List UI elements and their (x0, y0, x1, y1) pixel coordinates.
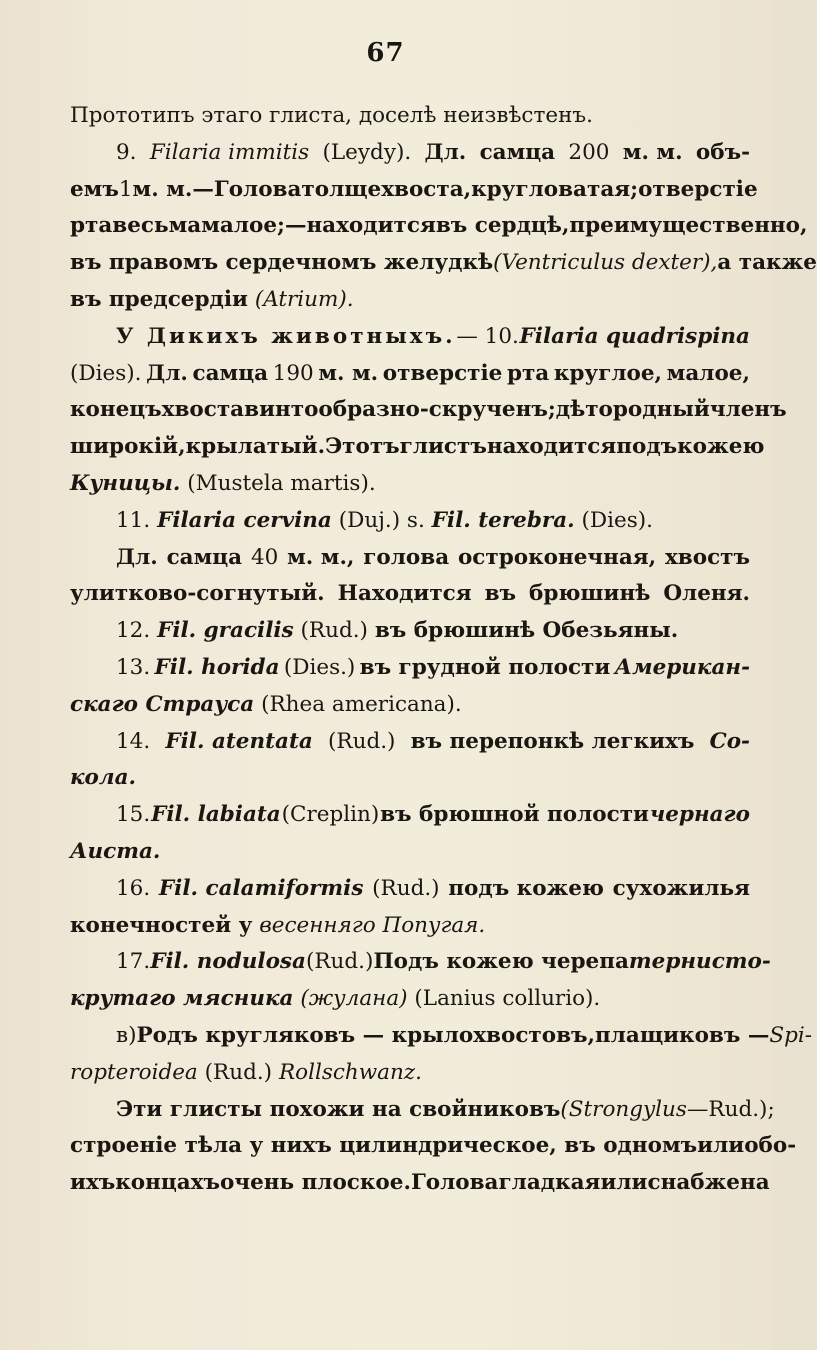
text-segment: (Rud.) (305, 949, 374, 975)
text-segment: брюшинѣ (529, 581, 651, 607)
text-segment: (Duj.) s. (338, 507, 425, 533)
text-line (70, 1055, 750, 1092)
text-segment: въ (484, 581, 517, 607)
text-segment: Оленя. (663, 581, 750, 607)
text-segment: Эти глисты похожи на свойниковъ (116, 1096, 561, 1122)
page-number: 67 (366, 38, 405, 68)
text-segment: м. м., (287, 544, 355, 570)
text-line (70, 98, 750, 135)
text-segment: Fil. labiata (151, 802, 281, 828)
text-line (70, 319, 750, 356)
text-segment: (жулана) (300, 986, 408, 1012)
text-line (70, 724, 750, 761)
text-segment: Подъ кожею черепа (373, 949, 629, 975)
text-segment: 13. (116, 654, 151, 680)
text-segment: концахъ (115, 1170, 220, 1196)
text-segment: конецъ (70, 397, 162, 423)
text-segment: отверстіе (638, 176, 758, 202)
text-segment: скаго Страуса (70, 691, 255, 717)
text-line (70, 135, 750, 172)
text-segment: Fil. gracilis (157, 618, 294, 644)
text-segment: (Rud.) (204, 1059, 273, 1085)
text-segment: малое;—находится (201, 213, 436, 239)
text-segment: Дл. (146, 360, 188, 386)
text-segment: Со- (709, 728, 750, 754)
text-segment: (Mustela martis). (187, 470, 376, 496)
text-segment: емъ (70, 176, 119, 202)
text-segment: строеніе тѣла у нихъ цилиндрическое, въ одномъ (70, 1133, 698, 1159)
text-segment: тернисто- (628, 949, 771, 975)
text-segment: 11. (116, 507, 151, 533)
text-segment: 1 (118, 176, 133, 202)
text-segment: или (697, 1133, 745, 1159)
text-line (70, 687, 750, 724)
text-segment: отверстіе (382, 360, 503, 386)
text-line (70, 1018, 812, 1055)
text-line (70, 834, 750, 871)
text-segment: Fil. nodulosa (150, 949, 306, 975)
text-segment: членъ (709, 397, 787, 423)
text-segment: (Dies.) (283, 654, 356, 680)
text-segment: Fil. calamiformis (158, 875, 364, 901)
text-segment: (Rhea americana). (261, 691, 462, 717)
text-segment: (Leydy). (322, 139, 412, 165)
text-segment: хвостъ (664, 544, 750, 570)
text-segment: самца (479, 139, 556, 165)
text-segment: Rud.); (708, 1096, 775, 1122)
text-segment: м. м. (318, 360, 379, 386)
text-segment: кожею (677, 434, 765, 460)
text-segment: обо- (744, 1133, 797, 1159)
text-segment: рта (506, 360, 550, 386)
text-segment: (Dies). (70, 360, 142, 386)
text-segment: кола. (70, 765, 137, 791)
text-segment: чернаго (649, 802, 750, 828)
text-segment: Этотъ (325, 434, 400, 460)
text-segment: самца (192, 360, 269, 386)
text-segment: 17. (116, 949, 151, 975)
text-segment: Дл. (424, 139, 467, 165)
text-segment: Filaria cervina (157, 507, 332, 533)
text-segment: Fil. atentata (165, 728, 313, 754)
text-segment: ихъ (70, 1170, 116, 1196)
text-line (70, 429, 765, 466)
text-segment: Куницы. (70, 470, 181, 496)
text-line (70, 760, 750, 797)
text-segment: очень плоское. (220, 1170, 411, 1196)
text-segment: (Rud.) (372, 875, 440, 901)
text-line (70, 245, 817, 282)
text-line (70, 576, 750, 613)
text-line (70, 208, 808, 245)
text-segment: дѣтородный (555, 397, 710, 423)
text-segment: 190 (272, 360, 314, 386)
text-segment: въ брюшной полости (380, 802, 649, 828)
text-segment: голова (363, 544, 450, 570)
text-segment: Fil. horida (154, 654, 280, 680)
text-segment: толще (301, 176, 382, 202)
text-segment: Аиста. (70, 838, 161, 864)
text-line (70, 981, 750, 1018)
text-segment: (Creplin) (281, 802, 380, 828)
text-line (70, 392, 787, 429)
text-segment: 200 (568, 139, 610, 165)
text-segment: Spi- (769, 1022, 812, 1048)
text-segment: Прототипъ этаго глиста, доселѣ неизвѣстенъ. (70, 103, 593, 128)
text-segment: кругловатая; (471, 176, 639, 202)
text-segment: 16. (116, 875, 151, 901)
text-segment: въ предсердіи (70, 286, 248, 312)
text-segment: винтообразно-скрученъ; (244, 397, 556, 423)
text-segment: хвоста, (381, 176, 472, 202)
text-line (70, 650, 750, 687)
text-segment: глистъ (399, 434, 487, 460)
text-segment: ropteroidea (70, 1059, 198, 1085)
text-segment: самца (166, 544, 243, 570)
text-segment: — 10. (456, 323, 519, 349)
text-segment: 12. (116, 618, 151, 644)
text-segment: малое, (666, 360, 750, 386)
text-line (70, 613, 750, 650)
text-segment: снабжена (647, 1170, 770, 1196)
text-segment: гладкая (498, 1170, 601, 1196)
text-line (70, 1128, 797, 1165)
text-segment: (Rud.) (300, 618, 368, 644)
text-segment: (Dies). (581, 507, 653, 533)
text-segment: Американ- (614, 654, 750, 680)
text-segment: Rollschwanz. (278, 1059, 422, 1085)
text-segment: улитково-согнутый. (70, 581, 325, 607)
text-segment: Голова (410, 1170, 499, 1196)
text-segment: находится (486, 434, 617, 460)
text-line (70, 797, 750, 834)
text-line (70, 466, 750, 503)
text-line (70, 871, 750, 908)
text-segment: въ грудной полости (359, 654, 611, 680)
text-segment: 40 (250, 544, 279, 570)
text-line (70, 282, 750, 319)
text-line (70, 1092, 775, 1129)
text-segment: крылатый. (185, 434, 326, 460)
text-line (70, 908, 750, 945)
text-segment: Дл. (116, 544, 158, 570)
text-segment: весьма (112, 213, 202, 239)
text-segment: или (600, 1170, 648, 1196)
text-segment: У Дикихъ животныхъ. (116, 323, 456, 349)
text-segment: (Atrium). (254, 286, 354, 312)
text-segment: весенняго Попугая. (259, 912, 486, 938)
text-segment: остроконечная, (457, 544, 657, 570)
text-segment: 15. (116, 802, 151, 828)
text-segment: преимущественно, (569, 213, 808, 239)
text-segment: подъ (616, 434, 678, 460)
text-segment: въ сердцѣ, (435, 213, 570, 239)
text-segment: крутаго мясника (70, 986, 294, 1012)
text-segment: (Ventriculus dexter), (493, 250, 718, 276)
text-segment: 9. (116, 139, 137, 165)
text-line (70, 540, 750, 577)
text-line (70, 1165, 770, 1202)
text-segment: (Strongylus— (560, 1096, 709, 1122)
text-segment: Находится (337, 581, 472, 607)
text-segment: 14. (116, 728, 151, 754)
text-segment: въ перепонкѣ легкихъ (410, 728, 695, 754)
text-segment: (Rud.) (328, 728, 396, 754)
text-segment: круглое, (553, 360, 663, 386)
text-segment: объ- (695, 139, 750, 165)
text-line (70, 944, 771, 981)
text-segment: Fil. terebra. (431, 507, 575, 533)
text-segment: плащиковъ — (595, 1022, 770, 1048)
text-line (70, 503, 750, 540)
text-segment: Filaria immitis (149, 139, 310, 165)
body-text (70, 98, 817, 1202)
text-segment: конечностей у (70, 912, 253, 938)
text-segment: м. м. (622, 139, 683, 165)
text-segment: (Lanius collurio). (414, 986, 601, 1012)
text-segment: подъ кожею (448, 875, 604, 901)
text-segment: сухожилья (612, 875, 750, 901)
text-line (70, 356, 750, 393)
text-segment: м. м.—Голова (132, 176, 302, 202)
text-segment: а также (717, 250, 817, 276)
text-line (70, 172, 758, 209)
text-segment: хвоста (161, 397, 245, 423)
text-segment: Filaria quadrispina (519, 323, 750, 349)
text-segment: въ брюшинѣ Обезьяны. (374, 618, 679, 644)
text-segment: широкій, (70, 434, 186, 460)
text-segment: Родъ кругляковъ — крылохвостовъ, (136, 1022, 596, 1048)
text-segment: рта (70, 213, 113, 239)
text-segment: въ правомъ сердечномъ желудкѣ (70, 250, 494, 276)
text-segment: в) (116, 1022, 137, 1048)
